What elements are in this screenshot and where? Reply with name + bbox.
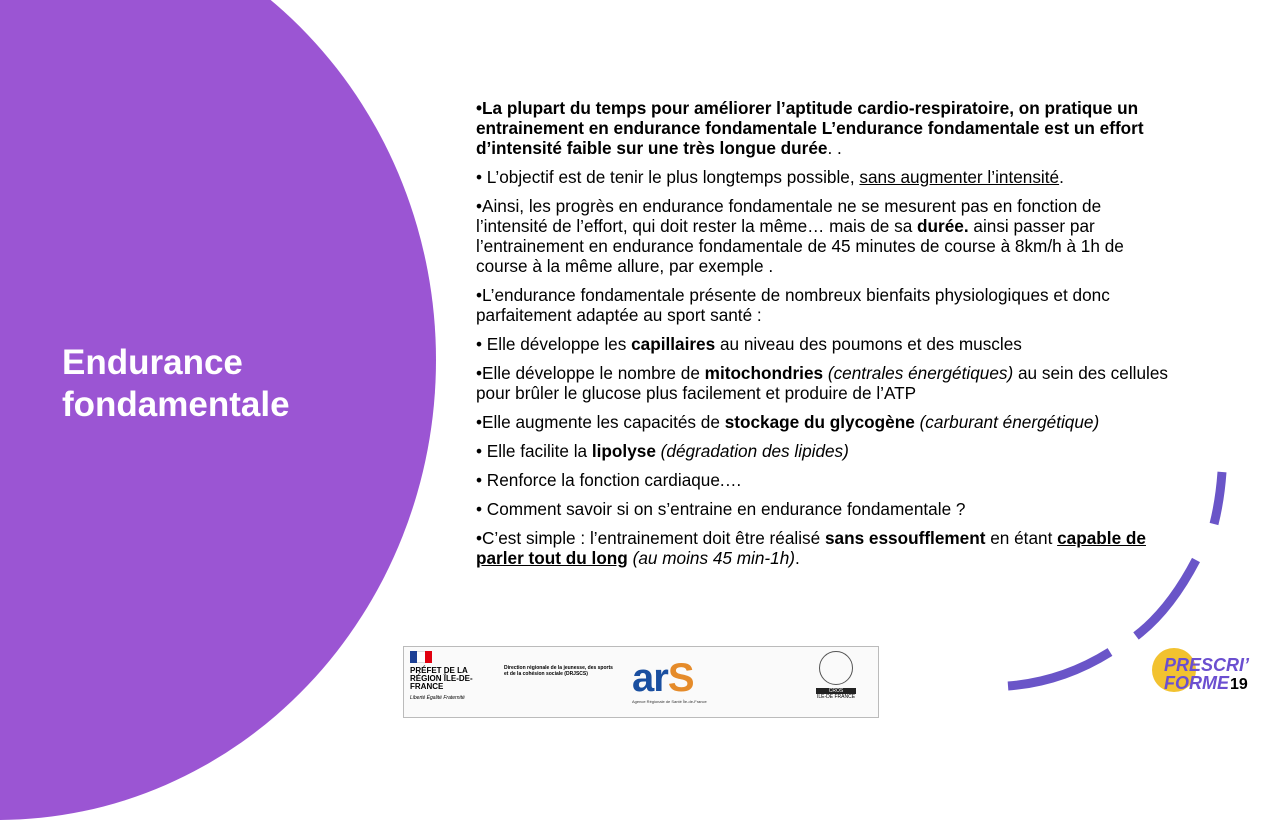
slide-title [62,342,290,426]
bullet-11-bold: sans essoufflement [824,528,986,548]
prescri-forme-line-1: PRESCRI’ [1164,655,1250,675]
bullet-7-text: •Elle augmente les capacités de [476,412,725,432]
bullet-8-italic: (dégradation des lipides) [660,441,849,461]
prefet-label: PRÉFET DE LA RÉGION ÎLE-DE-FRANCE [410,666,473,691]
devise-label: Liberté Égalité Fraternité [410,695,465,701]
bullet-4 [476,285,1176,325]
bullet-3-text: •Ainsi, les progrès en endurance fondamentale ne se mesurent pas en fonction de l’intensité de l’effort, qui doit rester la même… mais de sa [476,196,1102,236]
bullet-3-bold: durée. [917,216,969,236]
olympic-rings-icon [819,651,853,685]
bullet-11-end: . [795,548,800,568]
bullet-6-bold: mitochondries [704,363,824,383]
ars-logo-ar: ar [632,656,668,700]
partner-logos-banner [403,646,879,718]
bullet-11-text: •C’est simple : l’entrainement doit être réalisé [476,528,825,548]
ars-subtitle: Agence Régionale de Santé Île-de-France [632,699,707,704]
bullet-5-text: • Elle développe les [476,334,632,354]
bullet-11-bold-underlined: capable de parler tout du long [476,528,1146,568]
bullet-6-end: au sein des cellules pour brûler le glucose plus facilement et produire de l’ATP [476,363,1168,403]
bullet-4-text: •L’endurance fondamentale présente de nombreux bienfaits physiologiques et donc parfaitement adaptée au sport santé : [476,285,1110,325]
cros-logo [816,651,856,713]
bullet-7-italic: (carburant énergétique) [919,412,1100,432]
bullet-1-end: . . [827,138,842,158]
cros-label: CROS [816,688,856,694]
ars-logo-s: S [667,656,694,700]
arc-segment-top [1214,472,1222,524]
french-flag-icon [410,651,432,663]
drjscs-label: Direction régionale de la jeunesse, des sports et de la cohésion sociale (DRJSCS) [504,665,613,677]
bullet-2-text: • L’objectif est de tenir le plus longtemps possible, [476,167,860,187]
bullet-6-text: •Elle développe le nombre de [476,363,705,383]
prescri-forme-line-2: FORME [1164,673,1229,693]
bullet-11-mid: en étant [985,528,1058,548]
bullet-2 [476,167,1176,187]
bullet-5-end: au niveau des poumons et des muscles [715,334,1022,354]
ars-logo [632,657,707,704]
page-number: 19 [1230,676,1248,693]
bullet-2-underlined: sans augmenter l’intensité [859,167,1060,187]
bullet-3-end: ainsi passer par l’entrainement en endurance fondamentale de 45 minutes de course à 8km/h à 1h de course à la même allure, par exemple . [476,216,1124,276]
title-line-2: fondamentale [62,385,290,424]
bullet-2-end: . [1059,167,1064,187]
prefet-logo [410,651,496,711]
bullet-5-bold: capillaires [631,334,716,354]
bullet-6 [476,363,1176,403]
bullet-11-italic: (au moins 45 min-1h) [632,548,795,568]
bullet-8 [476,441,1176,461]
bullet-3 [476,196,1176,276]
bullet-5 [476,334,1176,354]
bullet-10-text: • Comment savoir si on s’entraine en endurance fondamentale ? [476,499,966,519]
prescri-forme-logo [1152,640,1272,710]
cros-sub-label: ILE-DE FRANCE [816,694,856,700]
bullet-1-bold: •La plupart du temps pour améliorer l’aptitude cardio-respiratoire, on pratique un entrainement en endurance fondamentale L’endurance fondamentale est un effort d’intensité faible sur une très longue durée [476,98,1144,158]
bullet-8-text: • Elle facilite la [476,441,592,461]
title-line-1: Endurance [62,343,243,382]
arc-segment-middle [1136,560,1196,636]
bullet-9-text: • Renforce la fonction cardiaque.… [476,470,742,490]
arc-segment-bottom [1008,652,1110,686]
bullet-7-bold: stockage du glycogène [724,412,915,432]
bullet-8-bold: lipolyse [591,441,656,461]
bullet-1 [476,98,1176,158]
bullet-6-italic: (centrales énergétiques) [827,363,1014,383]
bullet-7 [476,412,1176,432]
